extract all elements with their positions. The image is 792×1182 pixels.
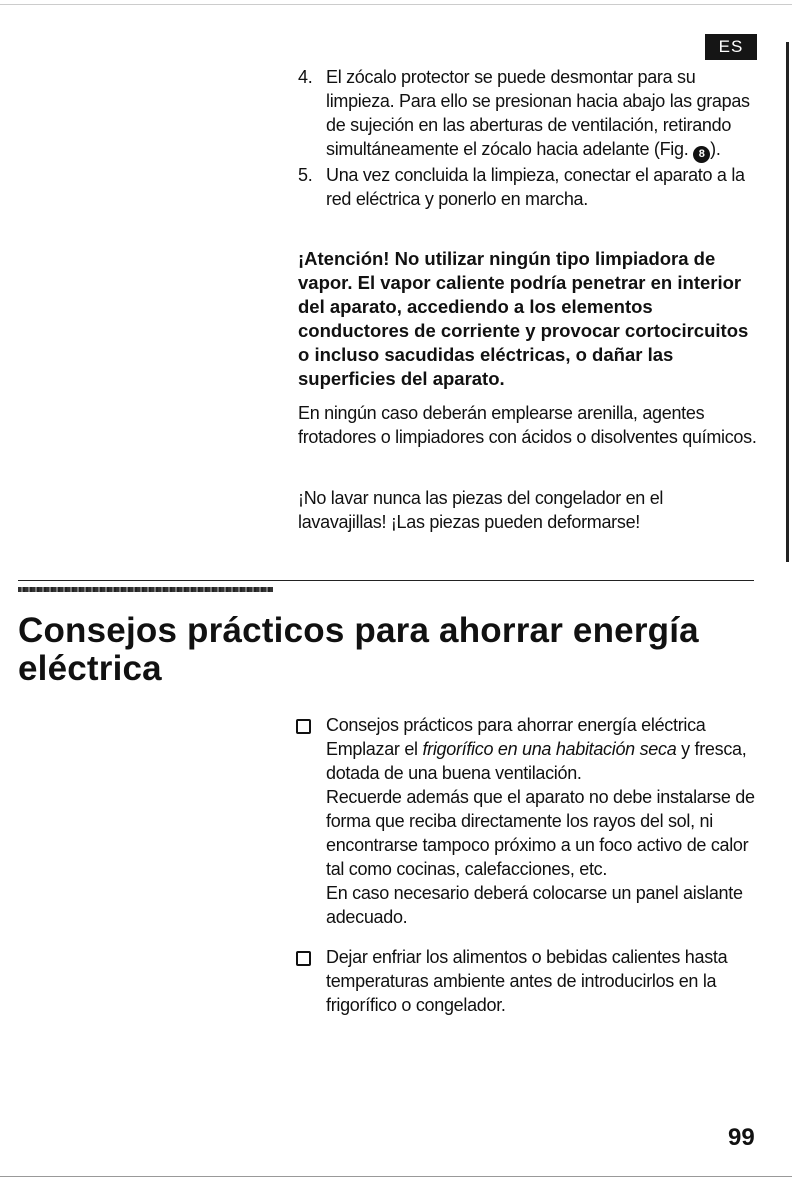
margin-rule: [786, 42, 789, 562]
checkbox-icon: [296, 951, 311, 966]
page-top-edge: [0, 4, 792, 5]
step-text: [326, 65, 758, 163]
list-item: [296, 945, 758, 1017]
step-text-body: El zócalo protector se puede desmontar para su limpieza. Para ello se presionan hacia abajo las grapas de sujeción en las aberturas de ventilación, retirando simultáneamente el zócalo hacia adelante (Fig.: [326, 67, 750, 159]
section-title: Consejos prácticos para ahorrar energía eléctrica: [18, 611, 699, 688]
figure-reference-icon: 8: [693, 146, 710, 163]
list-item: [298, 163, 758, 211]
tip-text-start: Emplazar el: [326, 739, 423, 759]
cleaning-steps: [298, 65, 758, 211]
section-divider: [18, 580, 754, 581]
tip-text: Dejar enfriar los alimentos o bebidas calientes hasta temperaturas ambiente antes de introducirlos en la frigorífico o congelador.: [326, 947, 728, 1015]
page-bottom-edge: [0, 1176, 792, 1177]
step-number: 5.: [298, 165, 313, 185]
tip-text: Recuerde además que el aparato no debe instalarse de forma que reciba directamente los rayos del sol, ni encontrarse tampoco próximo a un foco activo de calor tal como cocinas, calefacciones, etc.: [326, 787, 755, 879]
list-item: [296, 713, 758, 929]
energy-tips-list: [296, 713, 758, 1017]
tip-text: En caso necesario deberá colocarse un panel aislante adecuado.: [326, 883, 743, 927]
tip-body: [326, 713, 758, 929]
list-item: [298, 65, 758, 163]
cleaning-advice-paragraph: En ningún caso deberán emplearse arenilla, agentes frotadores o limpiadores con ácidos o disolventes químicos.: [298, 403, 757, 447]
step-text: Una vez concluida la limpieza, conectar el aparato a la red eléctrica y ponerlo en marcha.: [326, 165, 745, 209]
step-number: 4.: [298, 67, 313, 87]
tip-text-italic: frigorífico en una habitación seca: [422, 739, 677, 759]
tip-heading: Consejos prácticos para ahorrar energía eléctrica: [326, 715, 706, 735]
tip-text: [326, 737, 758, 785]
step-text-tail: ).: [710, 139, 721, 159]
section-divider-bar: [18, 587, 273, 592]
tip-text-end: y fresca, dotada de una buena ventilación.: [326, 739, 747, 783]
warning-notice: ¡Atención! No utilizar ningún tipo limpiadora de vapor. El vapor caliente podría penetrar en interior del aparato, accediendo a los elementos conductores de corriente y provocar cortocircuitos o incluso sacudidas eléctricas, o dañar las superficies del aparato.: [298, 248, 749, 389]
page-number: 99: [728, 1124, 755, 1151]
dishwasher-warning-paragraph: ¡No lavar nunca las piezas del congelador en el lavavajillas! ¡Las piezas pueden deformarse!: [298, 488, 664, 532]
checkbox-icon: [296, 719, 311, 734]
language-badge: ES: [705, 34, 757, 60]
